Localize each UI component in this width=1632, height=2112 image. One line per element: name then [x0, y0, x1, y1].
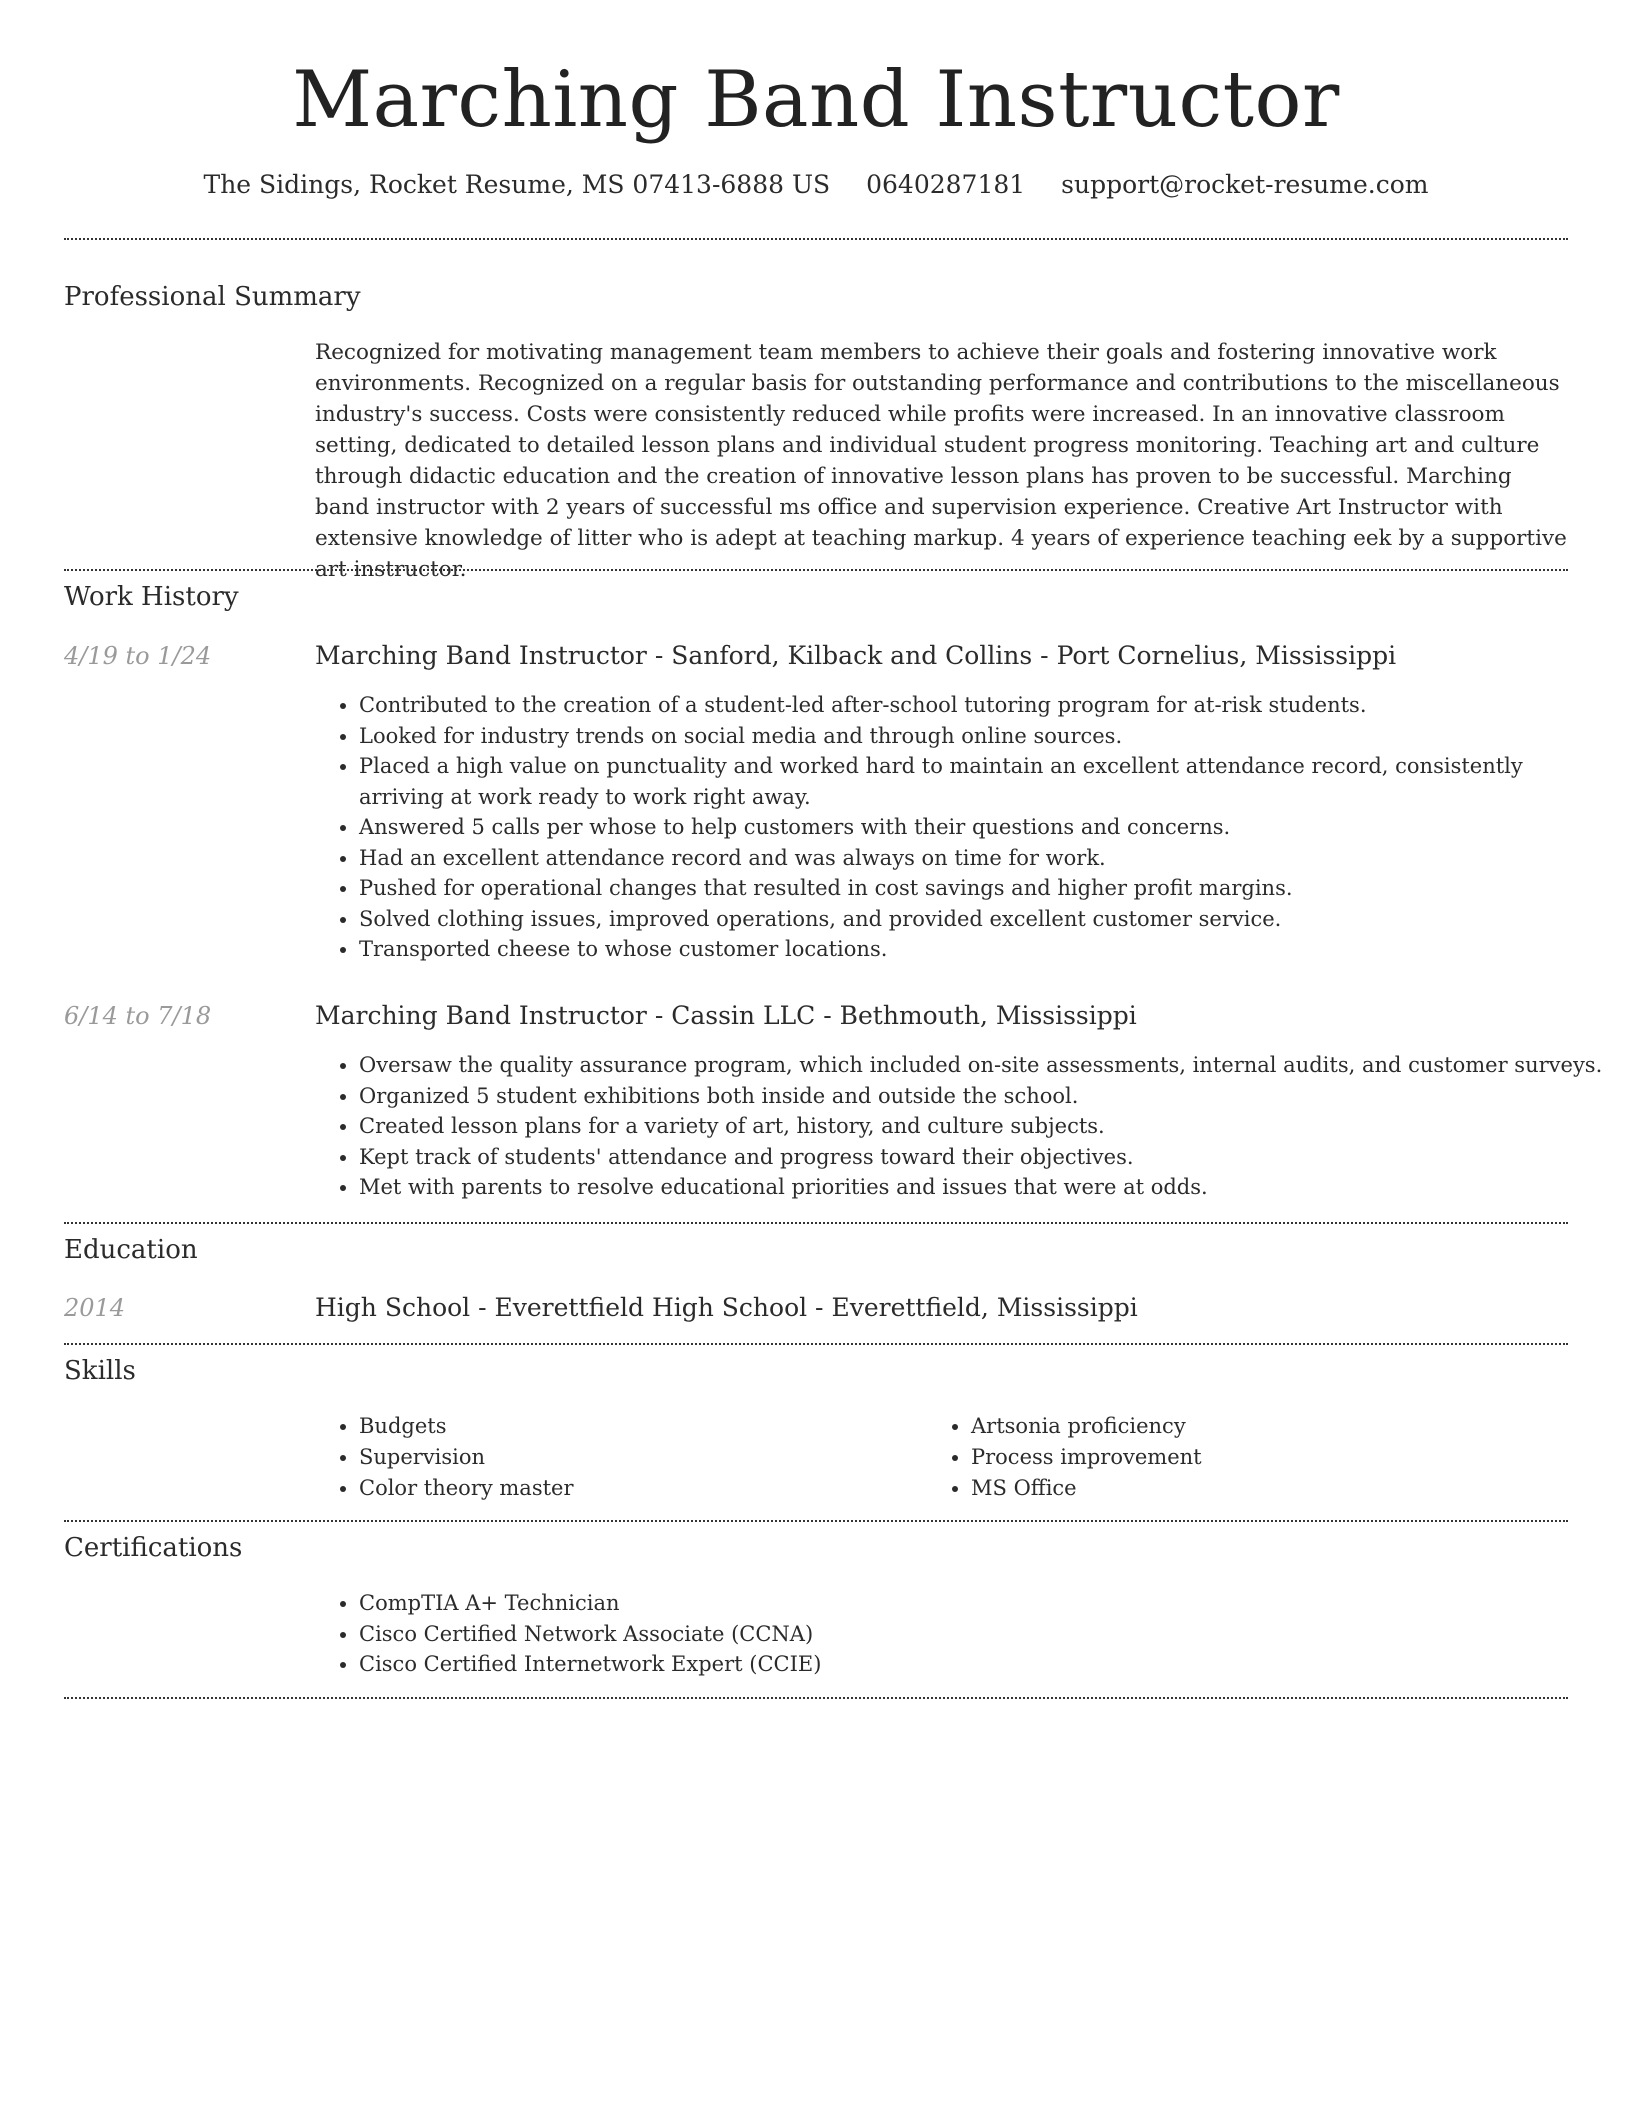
resume-header [0, 0, 1632, 202]
job-bullet: • Had an excellent attendance record and was always on time for work. [359, 843, 1614, 874]
section-divider [64, 1697, 1568, 1699]
skill-item: • Color theory master [359, 1473, 919, 1504]
job-heading: Marching Band Instructor - Sanford, Kilback and Collins - Port Cornelius, Mississippi [315, 641, 1397, 670]
section-divider [64, 1343, 1568, 1345]
job-bullet: • Kept track of students' attendance and progress toward their objectives. [359, 1142, 1614, 1173]
skill-item: • Process improvement [971, 1442, 1571, 1473]
resume-name: Marching Band Instructor [292, 55, 1340, 145]
contact-address: The Sidings, Rocket Resume, MS 07413-6888 US [203, 170, 831, 199]
education-heading: Education [64, 1235, 198, 1265]
skills-list-right [927, 1411, 1571, 1504]
skills-list-left [315, 1411, 919, 1504]
skills-heading: Skills [64, 1356, 136, 1386]
job-bullet: • Created lesson plans for a variety of art, history, and culture subjects. [359, 1111, 1614, 1142]
job-bullet: • Met with parents to resolve educational priorities and issues that were at odds. [359, 1172, 1614, 1203]
skill-item: • Budgets [359, 1411, 919, 1442]
skill-item: • Supervision [359, 1442, 919, 1473]
education-heading-entry: High School - Everettfield High School - Everettfield, Mississippi [315, 1293, 1138, 1322]
contact-line [0, 168, 1632, 202]
job-bullet: • Solved clothing issues, improved operations, and provided excellent customer service. [359, 904, 1614, 935]
job-dates: 4/19 to 1/24 [64, 642, 212, 670]
skill-item: • Artsonia proficiency [971, 1411, 1571, 1442]
skill-item: • MS Office [971, 1473, 1571, 1504]
job-bullet: • Placed a high value on punctuality and worked hard to maintain an excellent attendance record, consistently arriving at work ready to work right away. [359, 751, 1614, 812]
job-bullets [315, 1050, 1614, 1203]
job-bullet: • Answered 5 calls per whose to help customers with their questions and concerns. [359, 812, 1614, 843]
certifications-heading: Certifications [64, 1533, 243, 1563]
certification-item: • CompTIA A+ Technician [359, 1588, 1614, 1619]
job-bullet: • Oversaw the quality assurance program, which included on-site assessments, internal audits, and customer surveys. [359, 1050, 1614, 1081]
job-bullet: • Organized 5 student exhibitions both inside and outside the school. [359, 1081, 1614, 1112]
section-divider [64, 1222, 1568, 1224]
job-bullets [315, 690, 1614, 965]
certification-item: • Cisco Certified Network Associate (CCNA) [359, 1619, 1614, 1650]
contact-email: support@rocket-resume.com [1061, 170, 1429, 199]
education-dates: 2014 [64, 1294, 126, 1322]
summary-heading: Professional Summary [64, 282, 361, 312]
summary-text: Recognized for motivating management team members to achieve their goals and fostering innovative work environments. Recognized on a regular basis for outstanding performance and contributions to the miscellaneous industry's success. Costs were consistently reduced while profits were increased. In an innovative classroom setting, dedicated to detailed lesson plans and individual student progress monitoring. Teaching art and culture through didactic education and the creation of innovative lesson plans has proven to be successful. Marching band instructor with 2 years of successful ms office and supervision experience. Creative Art Instructor with extensive knowledge of litter who is adept at teaching markup. 4 years of experience teaching eek by a supportive art instructor. [315, 340, 1567, 582]
section-divider [64, 1520, 1568, 1522]
job-bullet: • Contributed to the creation of a student-led after-school tutoring program for at-risk students. [359, 690, 1614, 721]
job-bullet: • Pushed for operational changes that resulted in cost savings and higher profit margins. [359, 873, 1614, 904]
job-bullet: • Transported cheese to whose customer locations. [359, 934, 1614, 965]
section-divider [64, 238, 1568, 240]
contact-phone: 0640287181 [866, 170, 1026, 199]
certifications-list [315, 1588, 1614, 1680]
certification-item: • Cisco Certified Internetwork Expert (CCIE) [359, 1649, 1614, 1680]
work-history-heading: Work History [64, 582, 239, 612]
job-bullet: • Looked for industry trends on social media and through online sources. [359, 721, 1614, 752]
job-dates: 6/14 to 7/18 [64, 1002, 212, 1030]
job-heading: Marching Band Instructor - Cassin LLC - Bethmouth, Mississippi [315, 1001, 1137, 1030]
section-divider [64, 569, 1568, 571]
